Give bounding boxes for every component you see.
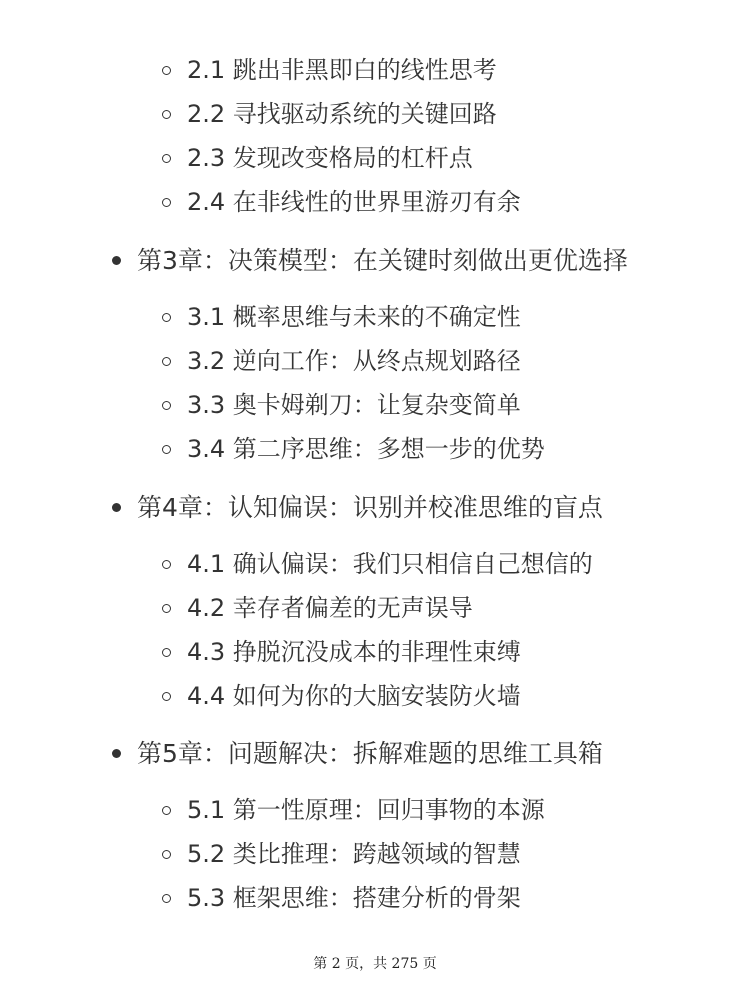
toc-section-5-2: [162, 842, 521, 866]
toc-item-text: 4.4 如何为你的大脑安装防火墙: [187, 682, 521, 710]
toc-section-3-3: [162, 393, 521, 417]
hollow-circle-bullet-icon: [162, 648, 171, 657]
toc-item-text: 3.4 第二序思维：多想一步的优势: [187, 435, 545, 463]
toc-section-4-4: [162, 684, 521, 708]
toc-item-text: 2.2 寻找驱动系统的关键回路: [187, 100, 497, 128]
toc-item-text: 4.3 挣脱沉没成本的非理性束缚: [187, 638, 521, 666]
toc-item-text: 3.2 逆向工作：从终点规划路径: [187, 347, 521, 375]
hollow-circle-bullet-icon: [162, 604, 171, 613]
page-number-footer: 第 2 页，共 275 页: [313, 956, 437, 972]
hollow-circle-bullet-icon: [162, 198, 171, 207]
toc-item-text: 第4章：认知偏误：识别并校准思维的盲点: [137, 493, 603, 522]
toc-section-4-1: [162, 552, 593, 576]
toc-section-3-1: [162, 305, 521, 329]
hollow-circle-bullet-icon: [162, 154, 171, 163]
hollow-circle-bullet-icon: [162, 401, 171, 410]
toc-section-2-3: [162, 146, 473, 170]
hollow-circle-bullet-icon: [162, 560, 171, 569]
hollow-circle-bullet-icon: [162, 806, 171, 815]
toc-item-text: 3.1 概率思维与未来的不确定性: [187, 303, 521, 331]
toc-item-text: 2.4 在非线性的世界里游刃有余: [187, 188, 521, 216]
toc-item-text: 4.1 确认偏误：我们只相信自己想信的: [187, 550, 593, 578]
toc-section-2-4: [162, 190, 521, 214]
hollow-circle-bullet-icon: [162, 894, 171, 903]
filled-disc-bullet-icon: [112, 749, 121, 758]
toc-section-2-1: [162, 58, 497, 82]
hollow-circle-bullet-icon: [162, 692, 171, 701]
hollow-circle-bullet-icon: [162, 445, 171, 454]
toc-chapter-5: [112, 741, 603, 766]
toc-section-5-1: [162, 798, 545, 822]
toc-item-text: 3.3 奥卡姆剃刀：让复杂变简单: [187, 391, 521, 419]
filled-disc-bullet-icon: [112, 503, 121, 512]
toc-section-4-3: [162, 640, 521, 664]
toc-item-text: 第5章：问题解决：拆解难题的思维工具箱: [137, 739, 603, 768]
hollow-circle-bullet-icon: [162, 357, 171, 366]
toc-item-text: 5.3 框架思维：搭建分析的骨架: [187, 884, 521, 912]
filled-disc-bullet-icon: [112, 256, 121, 265]
toc-item-text: 5.2 类比推理：跨越领域的智慧: [187, 840, 521, 868]
toc-item-text: 2.1 跳出非黑即白的线性思考: [187, 56, 497, 84]
hollow-circle-bullet-icon: [162, 110, 171, 119]
toc-section-5-3: [162, 886, 521, 910]
toc-section-3-2: [162, 349, 521, 373]
toc-section-4-2: [162, 596, 473, 620]
hollow-circle-bullet-icon: [162, 850, 171, 859]
toc-item-text: 4.2 幸存者偏差的无声误导: [187, 594, 473, 622]
toc-chapter-3: [112, 248, 628, 273]
toc-section-3-4: [162, 437, 545, 461]
hollow-circle-bullet-icon: [162, 313, 171, 322]
toc-item-text: 2.3 发现改变格局的杠杆点: [187, 144, 473, 172]
toc-item-text: 第3章：决策模型：在关键时刻做出更优选择: [137, 246, 628, 275]
toc-item-text: 5.1 第一性原理：回归事物的本源: [187, 796, 545, 824]
toc-section-2-2: [162, 102, 497, 126]
toc-chapter-4: [112, 495, 603, 520]
hollow-circle-bullet-icon: [162, 66, 171, 75]
